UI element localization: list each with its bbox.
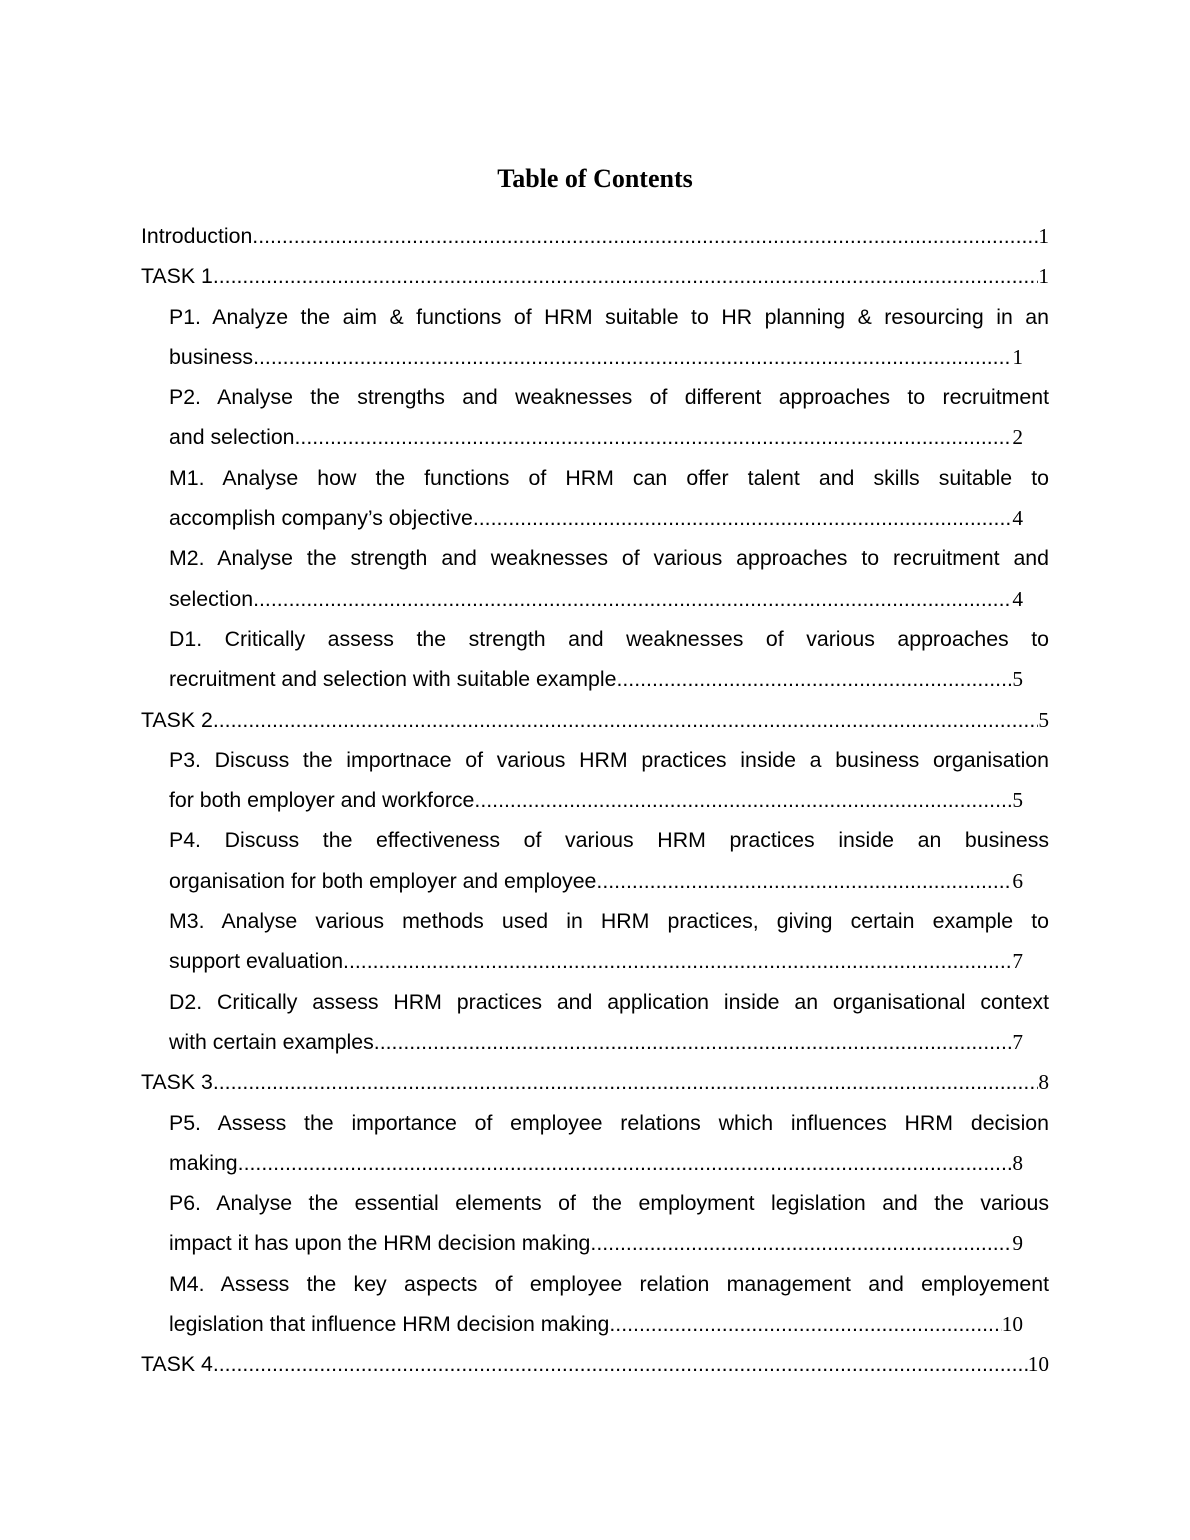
dot-leader [609,1304,1001,1344]
toc-entry-title: recruitment and selection with suitable example [169,667,617,692]
toc-entry-text: P5. Assess the importance of employee relations which influences HRM decision [169,1110,1049,1135]
toc-entry[interactable] [141,256,1049,296]
dot-leader [213,700,1039,740]
toc-entry[interactable] [169,1103,1049,1184]
toc-entry-title: legislation that influence HRM decision making [169,1312,610,1337]
dot-leader [252,216,1038,256]
toc-entry-title: making [169,1150,238,1175]
toc-page-number: 7 [1012,1029,1023,1054]
toc-page-number: 5 [1012,667,1023,692]
toc-entry-title: with certain examples [169,1029,374,1054]
toc-entry[interactable] [141,216,1049,256]
toc-entry[interactable] [141,700,1049,740]
toc-entry[interactable] [169,458,1049,539]
toc-entry[interactable] [141,1344,1049,1384]
toc-entry-line [169,1143,1049,1183]
dot-leader [253,579,1012,619]
toc-entry-line [169,780,1049,820]
toc-page-number: 4 [1012,586,1023,611]
toc-entry-title: accomplish company’s objective [169,506,473,531]
toc-entry-text: M1. Analyse how the functions of HRM can offer talent and skills suitable to [169,465,1049,490]
dot-leader [474,780,1012,820]
toc-entry-title: and selection [169,425,295,450]
toc-entry[interactable] [169,820,1049,901]
toc-entry-line [169,659,1049,699]
toc-page-number: 6 [1012,868,1023,893]
toc-entry-line [169,579,1049,619]
toc-entry[interactable] [169,538,1049,619]
toc-entry-line [169,417,1049,457]
toc-entry-title: organisation for both employer and employee. [169,868,603,893]
toc-entry[interactable] [169,297,1049,378]
toc-entry-title: support evaluation [169,949,344,974]
toc-entry-line [141,1062,1049,1102]
toc-page-number: 9 [1012,1231,1023,1256]
dot-leader [295,417,1013,457]
toc-entry-line [169,861,1049,901]
toc-entry-title: impact it has upon the HRM decision making [169,1231,591,1256]
toc-entry-line [169,1223,1049,1263]
toc-page-number: 4 [1012,506,1023,531]
toc-entry[interactable] [169,619,1049,700]
toc-page-number: 1 [1038,264,1049,289]
dot-leader [213,1062,1039,1102]
table-of-contents [141,216,1049,1385]
toc-entry[interactable] [141,1062,1049,1102]
toc-entry[interactable] [169,1264,1049,1345]
toc-entry-text: P2. Analyse the strengths and weaknesses of different approaches to recruitment [169,385,1049,410]
toc-page-number: 5 [1038,707,1049,732]
toc-page-number: 2 [1012,425,1023,450]
toc-page-number: 7 [1012,949,1023,974]
dot-leader [374,1022,1013,1062]
dot-leader [602,861,1012,901]
toc-page-number: 8 [1038,1070,1049,1095]
toc-entry-text: P6. Analyse the essential elements of the employment legislation and the various [169,1191,1049,1216]
toc-entry-title: TASK 3 [141,1070,213,1095]
toc-entry-line [141,256,1049,296]
toc-entry-text: P1. Analyze the aim & functions of HRM suitable to HR planning & resourcing in an [169,304,1049,329]
toc-entry-title: Introduction [141,224,253,248]
dot-leader [213,256,1039,296]
toc-entry[interactable] [169,740,1049,821]
toc-entry[interactable] [169,982,1049,1063]
toc-entry[interactable] [169,1183,1049,1264]
toc-entry-text: P4. Discuss the effectiveness of various HRM practices inside an business [169,828,1049,853]
toc-page-number: 5 [1012,788,1023,813]
toc-page-number: 8 [1012,1150,1023,1175]
toc-entry[interactable] [169,901,1049,982]
dot-leader [253,337,1012,377]
dot-leader [343,941,1012,981]
toc-entry-title: TASK 4 [141,1352,213,1377]
dot-leader [616,659,1012,699]
toc-entry-line [169,1304,1049,1344]
toc-page-number: 10 [1001,1312,1023,1337]
toc-entry-text: M4. Assess the key aspects of employee relation management and employement [169,1271,1049,1296]
toc-entry-title: TASK 1 [141,264,213,289]
toc-page-number: 10 [1027,1352,1049,1377]
toc-entry-line [169,1022,1049,1062]
toc-entry-line [169,337,1049,377]
toc-entry-line [169,498,1049,538]
toc-entry-text: M2. Analyse the strength and weaknesses of various approaches to recruitment and [169,546,1049,571]
toc-entry-text: D2. Critically assess HRM practices and application inside an organisational context [169,989,1049,1014]
dot-leader [238,1143,1013,1183]
toc-entry-text: D1. Critically assess the strength and weaknesses of various approaches to [169,626,1049,651]
toc-entry-text: P3. Discuss the importnace of various HRM practices inside a business organisation [169,747,1049,772]
toc-page-number: 1 [1012,344,1023,369]
toc-entry-title: TASK 2 [141,707,213,732]
toc-entry-line [141,216,1049,256]
toc-entry-line [141,1344,1049,1384]
dot-leader [590,1223,1012,1263]
toc-title: Table of Contents [497,164,693,193]
toc-entry-title: business [169,344,254,369]
dot-leader [473,498,1013,538]
dot-leader [213,1344,1028,1384]
toc-entry[interactable] [169,377,1049,458]
toc-page-number: 1 [1038,224,1049,248]
toc-entry-title: selection [169,586,254,611]
toc-entry-line [169,941,1049,981]
toc-entry-text: M3. Analyse various methods used in HRM practices, giving certain example to [169,909,1049,934]
toc-entry-line [141,700,1049,740]
toc-entry-title: for both employer and workforce [169,788,475,813]
